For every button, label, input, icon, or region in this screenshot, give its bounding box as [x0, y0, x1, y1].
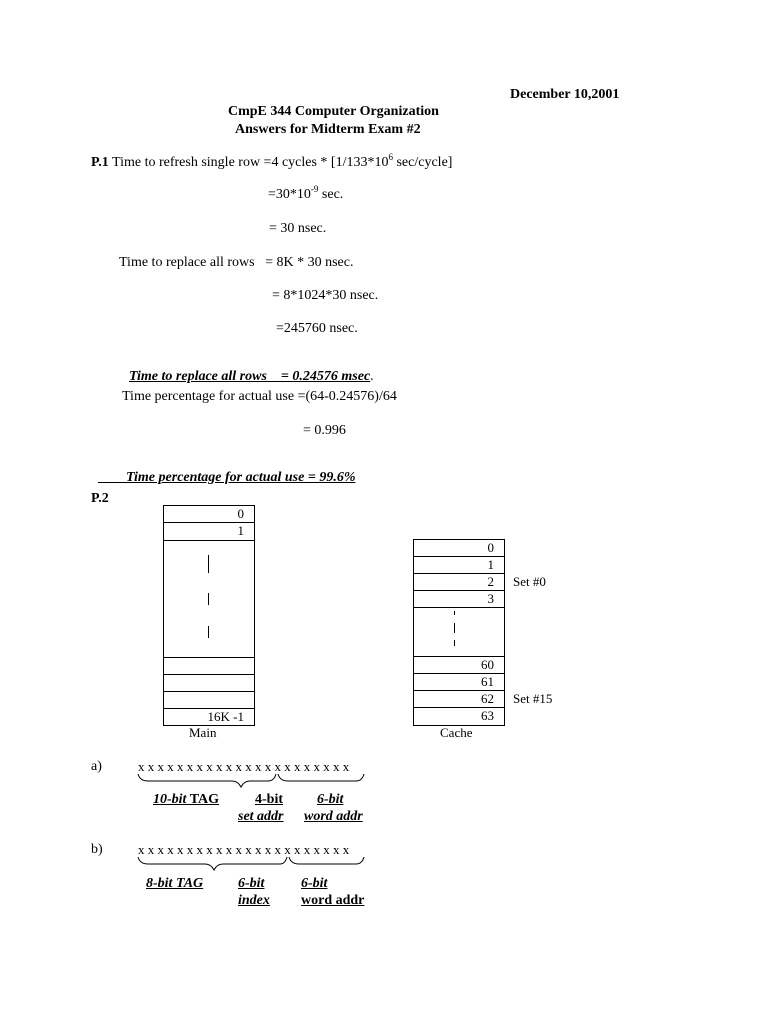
part-a-set-bits: 4-bit	[255, 792, 283, 807]
cache-row: 61	[414, 674, 504, 691]
exam-date: December 10,2001	[510, 87, 620, 102]
p1-line-8x1024: = 8*1024*30 nsec.	[272, 288, 379, 303]
p1-line1-text: Time to refresh single row =4 cycles * [1/133*10	[112, 155, 389, 170]
part-b-address-bits: x x x x x x x x x x x x x x x x x x x x x x	[138, 842, 350, 857]
p1-line1-exp: 6	[388, 152, 393, 162]
part-a-label: a)	[91, 759, 102, 774]
part-b-label: b)	[91, 842, 103, 857]
cache-row: 60	[414, 657, 504, 674]
p1-line-245760: =245760 nsec.	[276, 321, 358, 336]
p1-line1-post: sec/cycle]	[392, 155, 453, 170]
p1-result1-text: Time to replace all rows = 0.24576 msec	[129, 369, 371, 384]
main-row: 1	[164, 523, 254, 541]
part-b-tag: 8-bit TAG	[146, 876, 204, 891]
cache-row: 0	[414, 540, 504, 557]
p1-line-30nsec: = 30 nsec.	[269, 221, 327, 236]
main-row: 0	[164, 506, 254, 523]
p1-line-percentage: Time percentage for actual use =(64-0.24576)/64	[122, 389, 397, 404]
set-0-label: Set #0	[513, 574, 546, 589]
p1-line2-post: sec.	[318, 187, 344, 202]
p1-result1-period: .	[370, 369, 374, 384]
p1-line-0996: = 0.996	[303, 423, 346, 438]
part-b-index: index	[238, 893, 270, 908]
p1-line2-exp: -9	[310, 184, 319, 194]
p2-label: P.2	[91, 491, 109, 506]
course-title: CmpE 344 Computer Organization	[228, 104, 439, 119]
part-a-address-bits: x x x x x x x x x x x x x x x x x x x x x x	[138, 759, 350, 774]
cache-row-last: 63	[481, 708, 494, 723]
p1-line2-text: =30*10	[268, 187, 311, 202]
part-a-tag-field	[153, 793, 219, 807]
part-b-index-bits: 6-bit	[238, 876, 265, 891]
part-b-word-bits: 6-bit	[301, 876, 328, 891]
part-b-word-addr: word addr	[301, 893, 365, 908]
cache-caption: Cache	[440, 725, 473, 740]
exam-subtitle: Answers for Midterm Exam #2	[235, 122, 421, 137]
cache-row: 2	[414, 574, 504, 591]
p1-line-replace-all: Time to replace all rows = 8K * 30 nsec.	[119, 255, 354, 270]
part-a-tag-bits: 10-bit	[153, 792, 187, 807]
main-caption: Main	[189, 725, 217, 740]
main-row-last: 16K -1	[207, 709, 244, 724]
bracket-a-word	[278, 774, 364, 781]
part-a-set-addr: set addr	[238, 809, 284, 824]
part-a-tag-text: TAG	[186, 792, 219, 807]
bracket-b-tag	[138, 857, 287, 870]
bracket-a-tag	[138, 774, 276, 787]
p1-result2-text: Time percentage for actual use = 99.6%	[126, 470, 356, 485]
cache-row: 1	[414, 557, 504, 574]
part-a-word-bits: 6-bit	[317, 792, 344, 807]
p1-label: P.1	[91, 155, 109, 170]
bracket-b-word	[289, 857, 364, 864]
cache-row: 3	[414, 591, 504, 608]
cache-row: 62	[414, 691, 504, 708]
part-a-word-addr: word addr	[304, 809, 363, 824]
set-15-label: Set #15	[513, 691, 553, 706]
